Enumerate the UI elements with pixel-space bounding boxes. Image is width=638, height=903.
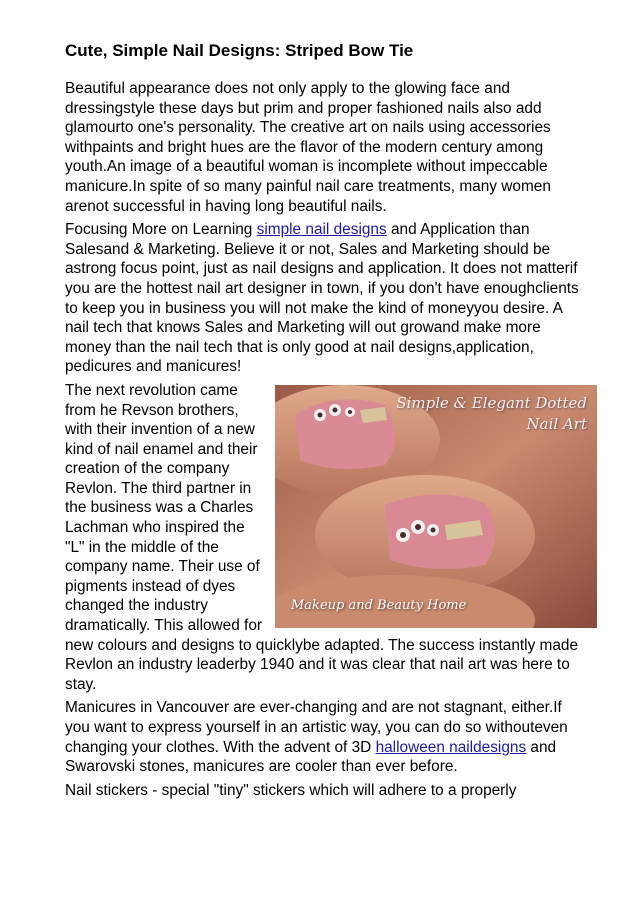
paragraph-revlon: The next revolution came from he Revson brothers, with their invention of a new kind of nail enamel and their creation of the company Revlon. The third partner in the business was a Charles Lachman who inspired the "L" in the middle of the company name. Their use of pigments instead of dyes changed the industry dramatically. This allowed for new colours and designs to quicklybe adapted. The success instantly made Revlon an industry leaderby 1940 and it was clear that nail art was here to stay. xyxy=(65,381,579,693)
caption-line: Simple & Elegant Dotted xyxy=(396,393,587,412)
simple-nail-designs-link[interactable]: simple nail designs xyxy=(256,221,387,239)
paragraph-intro: Beautiful appearance does not only apply to the glowing face and dressingstyle these days but prim and proper fashioned nails also add glamourto one's personality. The creative art on nails using accessories withpaints and bright hues are the flavor of the modern century among youth.An image of a beautiful woman is incomplete without impeccable manicure.In spite of so many painful nail care treatments, many women arenot successful in having long beautiful nails. xyxy=(65,80,551,215)
halloween-nail-designs-link[interactable]: halloween naildesigns xyxy=(375,738,527,756)
document-page xyxy=(65,40,585,804)
paragraph-text: Focusing More on Learning xyxy=(65,221,257,239)
paragraph-learning xyxy=(65,220,585,377)
paragraph-text: Manicures in Vancouver are ever-changing and are not stagnant, either.If you want to express yourself in an artistic way, you can do so withouteven changing your clothes. With the advent of 3D xyxy=(65,699,568,756)
nail-art-photo xyxy=(275,385,597,628)
paragraph-stickers: Nail stickers - special "tiny" stickers which will adhere to a properly xyxy=(65,781,517,799)
paragraph-text: and Application than Salesand & Marketing. Believe it or not, Sales and Marketing should be astrong focus point, just as nail designs and application. It does not matterif you are the hottest nail art designer in town, if you don't have enoughclients to keep you in business you will not make the kind of moneyyou desire. A nail tech that knows Sales and Marketing will out growand make more money than the nail tech that is only good at nail designs,application, pedicures and manicures! xyxy=(65,221,579,376)
image-caption-top xyxy=(396,393,587,435)
image-caption-bottom: Makeup and Beauty Home xyxy=(291,598,467,614)
paragraph-vancouver xyxy=(65,698,585,776)
page-title: Cute, Simple Nail Designs: Striped Bow Tie xyxy=(65,41,414,60)
caption-line: Nail Art xyxy=(526,414,587,433)
paragraph-text: and Swarovski stones, manicures are cooler than ever before. xyxy=(65,738,557,776)
